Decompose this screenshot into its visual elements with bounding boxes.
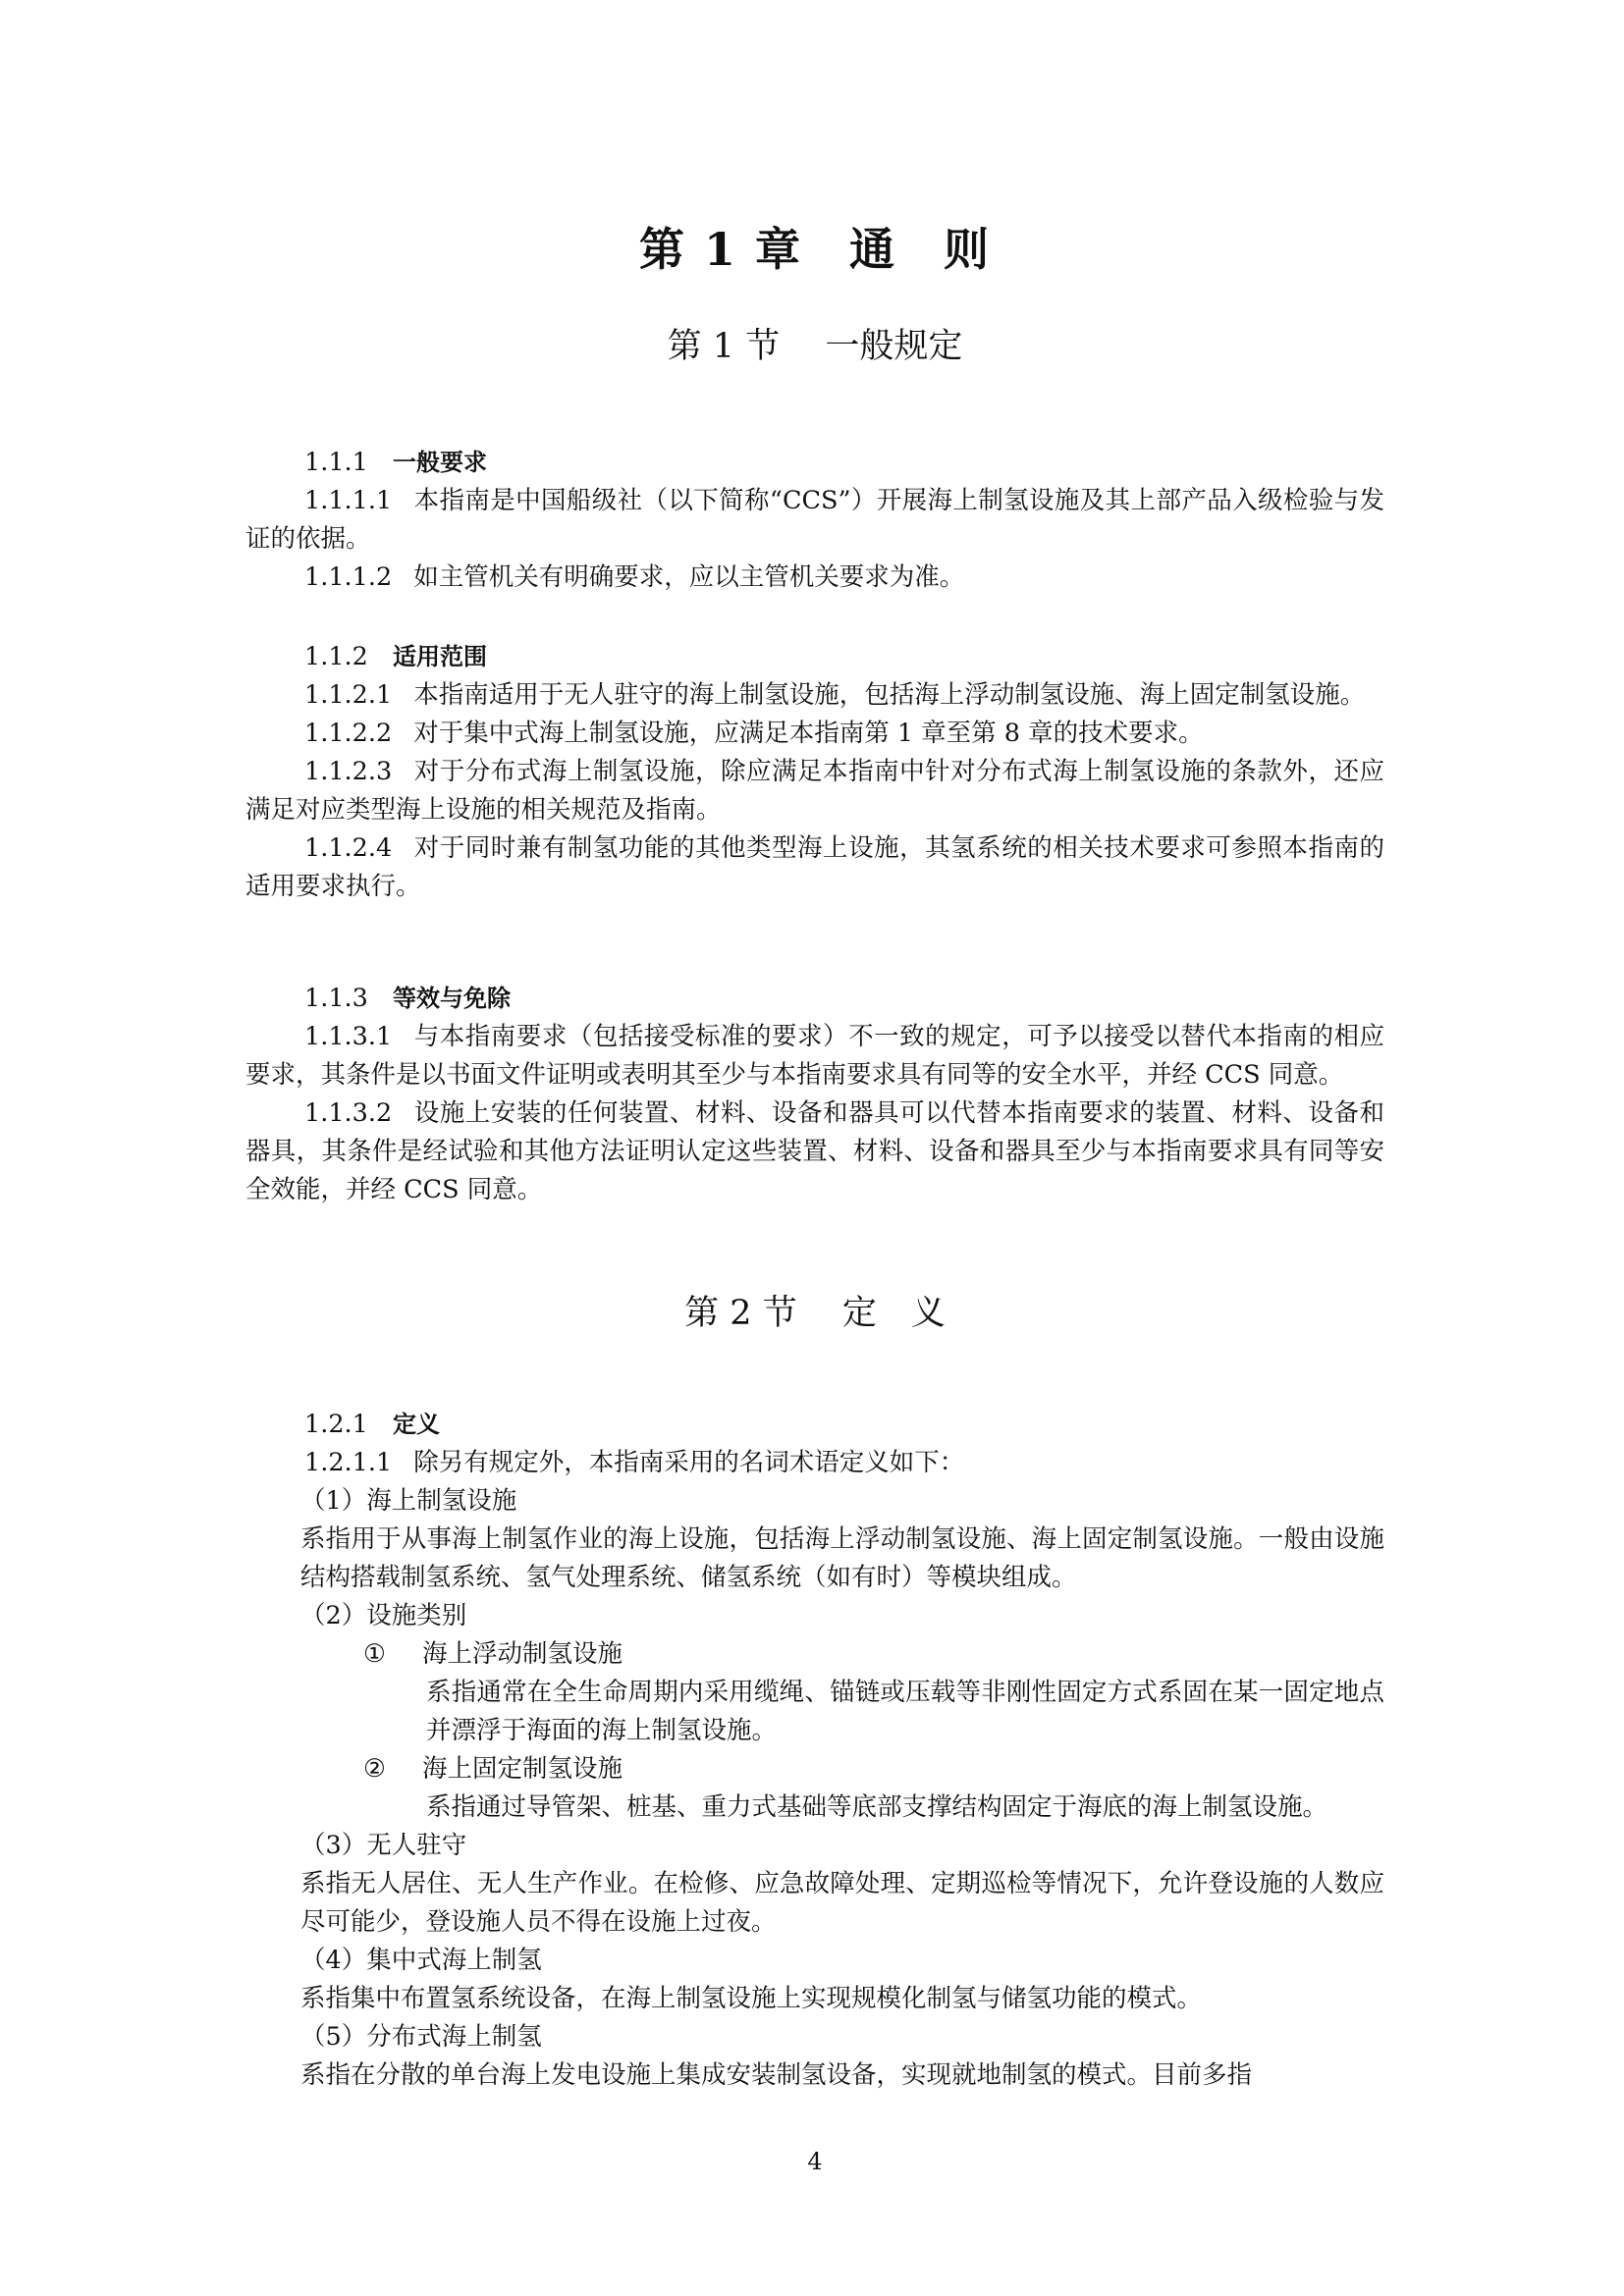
subsection-heading [245,444,1384,482]
subsection-number: 1.1.2 [304,642,368,671]
clause-group-1-1-3 [245,980,1384,1209]
clause-number: 1.1.3.2 [304,1098,393,1128]
clause-number: 1.1.1.1 [304,486,393,515]
subsection-heading [245,980,1384,1018]
clause-text: 与本指南要求（包括接受标准的要求）不一致的规定，可予以接受以替代本指南的相应要求，其条件是以书面文件证明或表明其至少与本指南要求具有同等的安全水平，并经 CCS 同意。 [245,1022,1384,1090]
sub-definition-term [245,1750,1384,1789]
subsection-label: 适用范围 [393,643,487,670]
definition-term: （1）海上制氢设施 [300,1486,517,1516]
subsection-label: 一般要求 [393,449,487,476]
page-number: 4 [807,2148,823,2175]
section-1-title: 第 1 节 一般规定 [667,327,963,366]
clause-group-1-1-2 [245,638,1384,906]
clause-text: 对于同时兼有制氢功能的其他类型海上设施，其氢系统的相关技术要求可参照本指南的适用要求执行。 [245,833,1384,901]
subsection-label: 等效与免除 [393,985,511,1012]
clause-group-1-1-1 [245,444,1384,597]
clause-text: 对于集中式海上制氢设施，应满足本指南第 1 章至第 8 章的技术要求。 [413,719,1204,748]
subsection-heading [245,638,1384,676]
clause-number: 1.2.1.1 [304,1448,393,1477]
definition-text: 系指用于从事海上制氢作业的海上设施，包括海上浮动制氢设施、海上固定制氢设施。一般由设施结构搭载制氢系统、氢气处理系统、储氢系统（如有时）等模块组成。 [300,1524,1384,1592]
definition-term: （5）分布式海上制氢 [300,2022,542,2052]
clause-text: 本指南是中国船级社（以下简称“CCS”）开展海上制氢设施及其上部产品入级检验与发证的依据。 [245,486,1384,554]
definition-term: （2）设施类别 [300,1601,467,1630]
subsection-number: 1.2.1 [304,1410,368,1439]
circled-number: ① [363,1639,386,1669]
clause-text: 本指南适用于无人驻守的海上制氢设施，包括海上浮动制氢设施、海上固定制氢设施。 [413,680,1366,710]
clause-paragraph [245,676,1384,715]
clause-text: 除另有规定外，本指南采用的名词术语定义如下： [413,1448,965,1477]
definition-term: （3）无人驻守 [300,1831,467,1860]
clause-paragraph [245,482,1384,559]
clause-paragraph [245,715,1384,753]
clause-number: 1.1.2.3 [304,757,393,786]
section-2-title: 第 2 节 定 义 [684,1294,946,1333]
definition-term: （4）集中式海上制氢 [300,1946,542,1975]
clause-text: 如主管机关有明确要求，应以主管机关要求为准。 [413,562,965,592]
sub-term-label: 海上固定制氢设施 [422,1754,623,1784]
clause-paragraph [245,829,1384,906]
clause-number: 1.1.1.2 [304,562,393,592]
clause-paragraph [245,753,1384,829]
clause-paragraph [245,1095,1384,1209]
subsection-number: 1.1.3 [304,984,368,1013]
clause-text: 设施上安装的任何装置、材料、设备和器具可以代替本指南要求的装置、材料、设备和器具，其条件是经试验和其他方法证明认定这些装置、材料、设备和器具至少与本指南要求具有同等安全效能，并经 CCS 同意。 [245,1098,1384,1204]
sub-definition-term [245,1635,1384,1674]
clause-group-1-2-1 [245,1406,1384,2095]
subsection-heading [245,1406,1384,1444]
clause-number: 1.1.3.1 [304,1022,393,1051]
definition-text: 系指无人居住、无人生产作业。在检修、应急故障处理、定期巡检等情况下，允许登设施的人数应尽可能少，登设施人员不得在设施上过夜。 [300,1869,1384,1937]
sub-definition-text: 系指通常在全生命周期内采用缆绳、锚链或压载等非刚性固定方式系固在某一固定地点并漂浮于海面的海上制氢设施。 [426,1678,1384,1745]
clause-number: 1.1.2.1 [304,680,393,710]
sub-term-label: 海上浮动制氢设施 [422,1639,623,1669]
chapter-title: 第 1 章 通 则 [638,223,992,276]
circled-number: ② [363,1754,386,1784]
subsection-number: 1.1.1 [304,448,368,477]
clause-paragraph [245,559,1384,597]
sub-definition-text: 系指通过导管架、桩基、重力式基础等底部支撑结构固定于海底的海上制氢设施。 [426,1792,1328,1822]
clause-number: 1.1.2.4 [304,833,393,863]
definition-text: 系指集中布置氢系统设备，在海上制氢设施上实现规模化制氢与储氢功能的模式。 [300,1984,1203,2013]
subsection-label: 定义 [393,1411,440,1438]
clause-number: 1.1.2.2 [304,719,393,748]
clause-paragraph [245,1018,1384,1095]
clause-text: 对于分布式海上制氢设施，除应满足本指南中针对分布式海上制氢设施的条款外，还应满足对应类型海上设施的相关规范及指南。 [245,757,1384,825]
clause-paragraph [245,1444,1384,1482]
definition-text: 系指在分散的单台海上发电设施上集成安装制氢设备，实现就地制氢的模式。目前多指 [300,2060,1253,2090]
